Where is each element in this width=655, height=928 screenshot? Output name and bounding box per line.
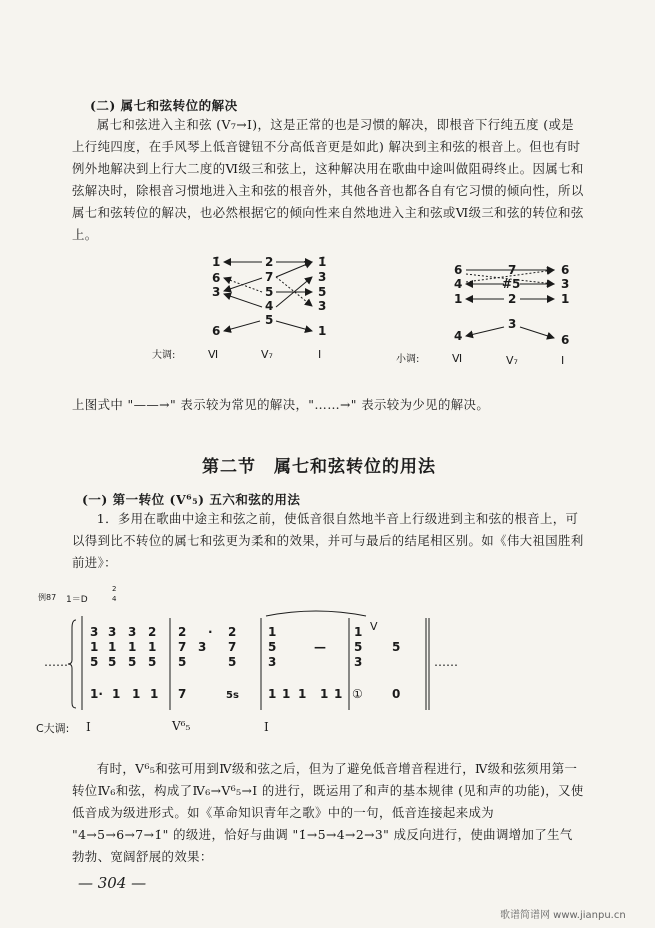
svg-text:5: 5: [128, 655, 137, 669]
minor-chord-vi: Ⅵ: [452, 352, 463, 365]
svg-text:5: 5: [148, 655, 157, 669]
major-i-note-2: 3: [318, 270, 327, 284]
major-i-note-1: 1̇: [318, 255, 327, 269]
svg-text:1: 1: [112, 687, 121, 701]
major-i-note-5: 1: [318, 324, 327, 338]
minor-vi-note-2: 4: [454, 277, 463, 291]
svg-text:1: 1: [354, 625, 363, 639]
svg-text:5: 5: [392, 640, 401, 654]
minor-i-note-3: 1: [561, 292, 570, 306]
major-vi-note-4: 6: [212, 324, 221, 338]
music-example-score: [36, 608, 476, 712]
minor-v7-note-4: 3: [508, 317, 517, 331]
svg-text:3: 3: [198, 640, 207, 654]
minor-vi-note-1: 6: [454, 263, 463, 277]
svg-text:7: 7: [228, 640, 237, 654]
svg-text:7: 7: [178, 640, 187, 654]
example-key-name: C大调:: [36, 722, 70, 735]
major-vi-note-2: 6: [212, 271, 221, 285]
major-v7-note-4: 4: [265, 299, 274, 313]
major-vi-note-3: 3: [212, 285, 221, 299]
paragraph-iv6-progression: 有时，V⁶₅和弦可用到Ⅳ级和弦之后，但为了避免低音增音程进行，Ⅳ级和弦须用第一转位Ⅳ₆和弦，构成了Ⅳ₆→V⁶₅→I 的进行，既运用了和声的基本规律 (见和声的功能)，又使低音成为级进形式。如《革命知识青年之歌》中的一句，低音连接起来成为 "4→5→6→7→1̇" 的级进，恰好与曲调 "1̇→5→4→2→3" 成反向进行，使曲调增加了生气勃勃、宽阔舒展的效果：: [72, 761, 584, 864]
svg-text:3: 3: [354, 655, 363, 669]
section-title: 第二节 属七和弦转位的用法: [202, 457, 436, 477]
diagram-legend-note: 上图式中 "——→" 表示较为常见的解决，"……→" 表示较为少见的解决。: [72, 397, 490, 412]
major-chord-vi: Ⅵ: [208, 348, 219, 361]
minor-v7-note-2: #5: [502, 277, 521, 291]
lead-out-ellipsis: ……: [434, 655, 458, 669]
example-label: 例87: [38, 593, 57, 602]
svg-text:—: —: [314, 640, 326, 654]
paragraph-first-inversion: 1．多用在歌曲中途主和弦之前，使低音很自然地半音上行级进到主和弦的根音上，可以得到比不转位的属七和弦更为柔和的效果，并可与最后的结尾相区别。如《伟大祖国胜利前进》：: [72, 511, 584, 570]
svg-text:2: 2: [178, 625, 187, 639]
major-i-note-3: 5: [318, 285, 327, 299]
svg-text:5: 5: [354, 640, 363, 654]
minor-key-label: 小调:: [396, 354, 420, 365]
svg-text:2: 2: [228, 625, 237, 639]
svg-text:1: 1: [108, 640, 117, 654]
analysis-chord-3: I: [264, 720, 269, 734]
svg-text:1: 1: [128, 640, 137, 654]
svg-text:5: 5: [90, 655, 99, 669]
minor-v7-note-3: 2: [508, 292, 517, 306]
major-chord-v7: V₇: [261, 348, 273, 361]
svg-text:1: 1: [282, 687, 291, 701]
minor-chord-v7: V₇: [506, 354, 518, 367]
svg-text:1: 1: [150, 687, 159, 701]
svg-text:1: 1: [132, 687, 141, 701]
section-heading-resolution: (二) 属七和弦转位的解决: [90, 98, 238, 113]
svg-text:5: 5: [108, 655, 117, 669]
svg-text:5: 5: [228, 655, 237, 669]
svg-text:·: ·: [208, 625, 213, 639]
svg-text:5: 5: [268, 640, 277, 654]
major-key-label: 大调:: [152, 350, 176, 361]
page-number: — 304 —: [78, 874, 147, 892]
major-v7-note-3: 5: [265, 285, 274, 299]
svg-text:3: 3: [268, 655, 277, 669]
minor-vi-note-4: 4: [454, 329, 463, 343]
svg-text:0: 0: [392, 687, 401, 701]
analysis-chord-1: I: [86, 720, 91, 734]
minor-v7-note-1: 7: [508, 263, 517, 277]
svg-text:3: 3: [128, 625, 137, 639]
minor-i-note-2: 3: [561, 277, 570, 291]
major-i-note-4: 3: [318, 299, 327, 313]
svg-text:1: 1: [90, 640, 99, 654]
key-signature: 1＝D: [66, 595, 88, 605]
major-v7-note-5: 5: [265, 313, 274, 327]
svg-text:3: 3: [108, 625, 117, 639]
major-v7-note-2: 7: [265, 270, 274, 284]
svg-text:1: 1: [148, 640, 157, 654]
svg-text:1: 1: [334, 687, 343, 701]
subsection-heading-first-inversion: (一) 第一转位 (V⁶₅) 五六和弦的用法: [82, 492, 301, 507]
svg-text:1: 1: [268, 625, 277, 639]
resolution-diagrams: [140, 252, 600, 372]
minor-chord-i: I: [561, 354, 565, 367]
site-watermark: 歌谱简谱网 www.jianpu.cn: [500, 910, 626, 921]
time-signature-bottom: 4: [112, 595, 117, 603]
minor-i-note-1: 6: [561, 263, 570, 277]
svg-text:5s: 5s: [226, 690, 239, 701]
time-signature-top: 2: [112, 585, 117, 593]
svg-text:1·: 1·: [90, 687, 103, 701]
svg-text:3: 3: [90, 625, 99, 639]
paragraph-resolution: 属七和弦进入主和弦 (V₇→I)，这是正常的也是习惯的解决，即根音下行纯五度 (或是上行纯四度，在手风琴上低音键钮不分高低音更是如此) 解决到主和弦的根音上。但也有时例外地解决到上行大二度的Ⅵ级三和弦上，这种解决用在歌曲中途叫做阻碍终止。因属七和弦解决时，除根音习惯地进入主和弦的根音外，其他各音也都各自有它习惯的倾向性，所以属七和弦转位的解决，也必然根据它的倾向性来自然地进入主和弦或Ⅵ级三和弦的转位和弦上。: [72, 117, 584, 242]
minor-i-note-4: 6: [561, 333, 570, 347]
major-vi-note-1: 1̇: [212, 255, 221, 269]
svg-text:①: ①: [352, 687, 363, 701]
svg-text:V: V: [370, 620, 378, 633]
svg-text:1: 1: [268, 687, 277, 701]
major-chord-i: I: [318, 348, 322, 361]
svg-text:1: 1: [298, 687, 307, 701]
svg-text:1: 1: [320, 687, 329, 701]
svg-text:5: 5: [178, 655, 187, 669]
minor-vi-note-3: 1: [454, 292, 463, 306]
svg-text:2: 2: [148, 625, 157, 639]
analysis-chord-2: V⁶₅: [172, 719, 191, 733]
svg-text:7: 7: [178, 687, 187, 701]
lead-in-ellipsis: ……: [44, 655, 68, 669]
major-v7-note-1: 2: [265, 255, 274, 269]
